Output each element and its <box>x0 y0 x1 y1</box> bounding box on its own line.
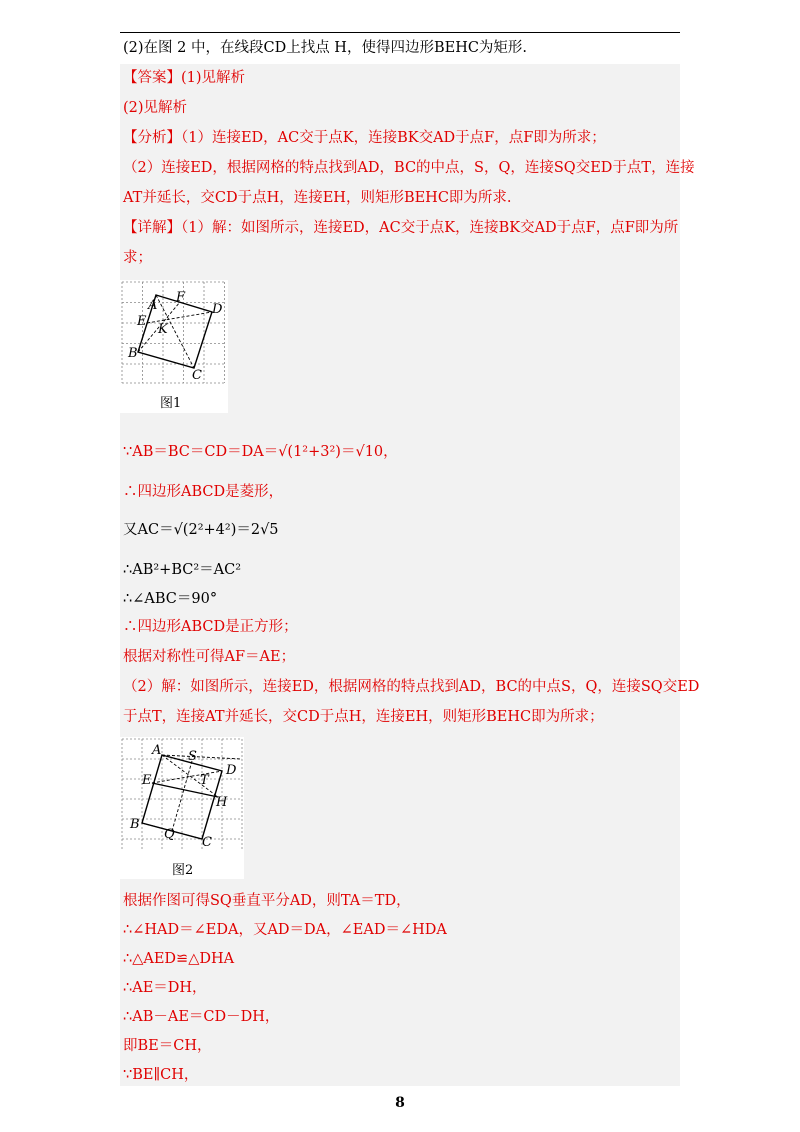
fig1-label-a: A <box>148 298 158 313</box>
fig2-label-h: H <box>216 795 228 810</box>
proof1-line-8: （2）解：如图所示，连接ED，根据网格的特点找到AD，BC的中点S，Q，连接SQ交ED <box>123 679 700 695</box>
analysis-line-2: （2）连接ED，根据网格的特点找到AD，BC的中点，S，Q，连接SQ交ED于点T，连接 <box>123 160 695 176</box>
fig1-label-k: K <box>158 322 168 337</box>
fig2-label-a: A <box>152 743 162 758</box>
proof2-line-1: 根据作图可得SQ垂直平分AD，则TA＝TD， <box>123 893 411 909</box>
analysis-line-3: AT并延长，交CD于点H，连接EH，则矩形BEHC即为所求. <box>123 190 512 206</box>
proof1-line-2: ∴四边形ABCD是菱形， <box>123 484 284 500</box>
page-number: 8 <box>395 1095 405 1111</box>
figure-2 <box>120 737 244 879</box>
proof1-line-5: ∴∠ABC＝90° <box>123 591 218 607</box>
figure-1-caption: 图1 <box>160 396 182 411</box>
proof2-line-3: ∴△AED≌△DHA <box>123 951 235 967</box>
proof1-line-4: ∴AB²+BC²＝AC² <box>123 562 242 578</box>
proof2-line-2: ∴∠HAD＝∠EDA，又AD＝DA，∠EAD＝∠HDA <box>123 922 447 938</box>
proof2-line-6: 即BE＝CH， <box>123 1038 212 1054</box>
fig2-label-c: C <box>202 835 212 850</box>
top-rule <box>120 32 680 33</box>
figure-1-diagram <box>120 280 228 385</box>
answer-line-1: 【答案】(1)见解析 <box>123 70 246 86</box>
fig2-label-q: Q <box>164 827 175 842</box>
analysis-line-1: 【分析】（1）连接ED，AC交于点K，连接BK交AD于点F，点F即为所求； <box>123 130 606 146</box>
detail-line-1: 【详解】（1）解：如图所示，连接ED，AC交于点K，连接BK交AD于点F，点F即为所 <box>123 220 679 236</box>
fig2-label-d: D <box>226 763 237 778</box>
figure-2-caption: 图2 <box>172 863 194 878</box>
fig2-label-t: T <box>200 773 209 788</box>
fig1-label-c: C <box>192 368 202 383</box>
fig2-label-e: E <box>142 773 152 788</box>
detail-line-2: 求； <box>123 250 152 266</box>
proof2-line-4: ∴AE＝DH， <box>123 980 207 996</box>
proof2-line-5: ∴AB－AE＝CD－DH， <box>123 1009 280 1025</box>
proof2-line-7: ∵BE∥CH， <box>123 1067 199 1083</box>
figure-1 <box>120 280 228 413</box>
proof1-line-6: ∴四边形ABCD是正方形； <box>123 619 298 635</box>
fig1-label-f: F <box>176 290 186 305</box>
proof1-line-1: ∵AB＝BC＝CD＝DA＝√(1²+3²)＝√10， <box>123 444 398 460</box>
fig1-label-e: E <box>137 314 147 329</box>
answer-line-2: (2)见解析 <box>123 100 188 116</box>
fig2-label-b: B <box>130 817 140 832</box>
question-text: (2)在图 2 中，在线段CD上找点 H，使得四边形BEHC为矩形. <box>123 40 528 56</box>
fig1-label-d: D <box>212 302 223 317</box>
fig1-label-b: B <box>128 346 138 361</box>
fig2-label-s: S <box>188 749 197 764</box>
proof1-line-9: 于点T，连接AT并延长，交CD于点H，连接EH，则矩形BEHC即为所求； <box>123 709 604 725</box>
proof1-line-7: 根据对称性可得AF＝AE； <box>123 649 296 665</box>
proof1-line-3: 又AC＝√(2²+4²)＝2√5 <box>123 522 279 538</box>
